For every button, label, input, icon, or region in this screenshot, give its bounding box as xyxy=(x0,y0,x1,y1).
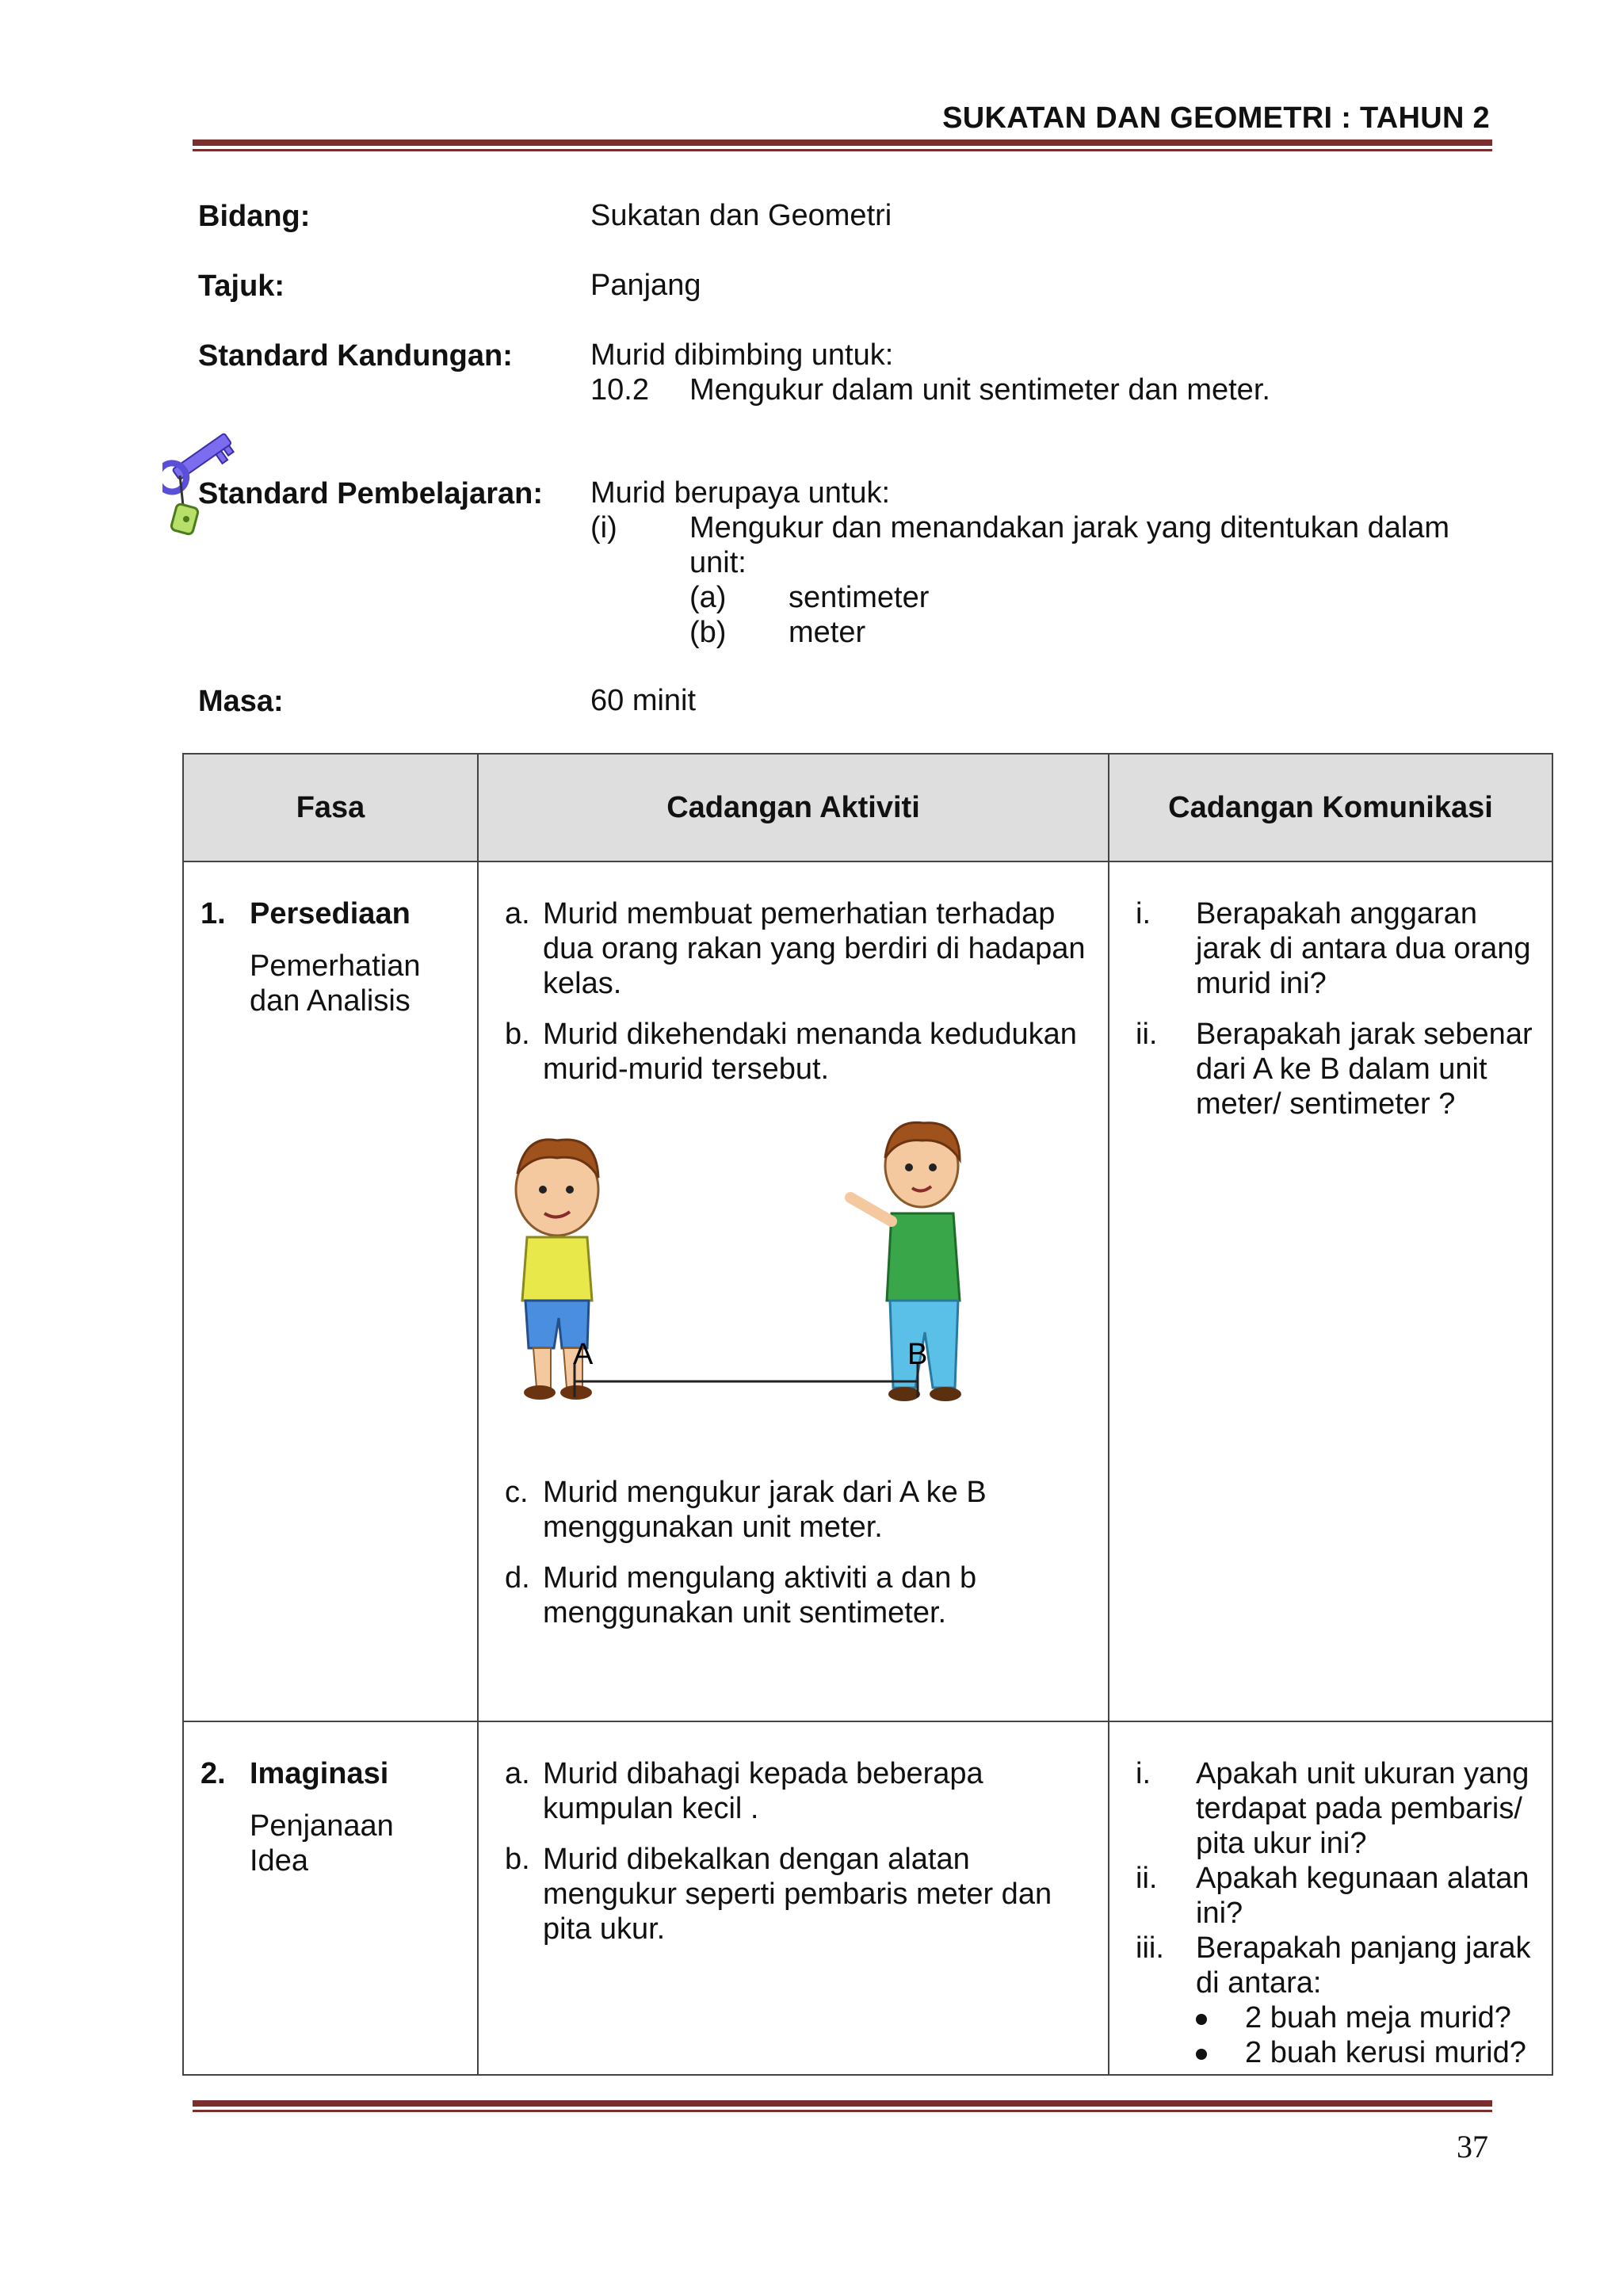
list-item xyxy=(1125,1931,1537,2000)
fasa-title: Imaginasi xyxy=(250,1757,389,1790)
item-text: Apakah unit ukuran yang terdapat pada pembaris/ pita ukur ini? xyxy=(1196,1757,1529,1860)
item-text: Murid dikehendaki menanda kedudukan murid-murid tersebut. xyxy=(543,1018,1077,1086)
item-text: Murid dibekalkan dengan alatan mengukur seperti pembaris meter dan pita ukur. xyxy=(543,1843,1052,1946)
sk-number: 10.2 xyxy=(590,373,649,407)
fasa-sub-1: Penjanaan xyxy=(250,1809,394,1843)
fasa-cell xyxy=(183,1721,478,2075)
fasa-sub-2: Idea xyxy=(250,1844,308,1878)
item-text: Berapakah jarak sebenar dari A ke B dalam unit meter/ sentimeter ? xyxy=(1196,1018,1533,1121)
item-marker: b. xyxy=(505,1843,530,1876)
item-marker: i. xyxy=(1136,897,1151,930)
bullet-item xyxy=(1125,2035,1537,2070)
sp-text-2: unit: xyxy=(689,546,747,579)
item-text: Murid mengukur jarak dari A ke B menggunakan unit meter. xyxy=(543,1476,987,1544)
sk-text: Mengukur dalam unit sentimeter dan meter. xyxy=(689,373,1270,407)
item-text: Murid membuat pemerhatian terhadap dua orang rakan yang berdiri di hadapan kelas. xyxy=(543,897,1086,1000)
footer-rule-thin xyxy=(193,2110,1492,2112)
bidang-value: Sukatan dan Geometri xyxy=(590,199,892,232)
header-komunikasi: Cadangan Komunikasi xyxy=(1109,754,1552,861)
sp-sub-b-marker: (b) xyxy=(689,616,727,649)
bullet-text: 2 buah kerusi murid? xyxy=(1245,2036,1526,2069)
item-marker: i. xyxy=(1136,1757,1151,1790)
two-boys-figure xyxy=(494,1110,1096,1459)
item-marker: d. xyxy=(505,1561,530,1595)
lesson-table xyxy=(182,753,1553,2076)
header-rule xyxy=(193,139,1492,146)
bullet-item xyxy=(1125,2000,1537,2035)
sp-sub-a-text: sentimeter xyxy=(789,581,930,614)
standard-kandungan-value xyxy=(590,338,1270,407)
fasa-sub-1: Pemerhatian xyxy=(250,949,421,983)
page-number: 37 xyxy=(1457,2129,1488,2164)
item-marker: c. xyxy=(505,1476,529,1509)
list-item xyxy=(1125,1756,1537,1861)
aktiviti-cell xyxy=(478,1721,1109,2075)
fasa-cell xyxy=(183,861,478,1721)
item-text: Murid mengulang aktiviti a dan b menggunakan unit sentimeter. xyxy=(543,1561,977,1629)
header-rule-thin xyxy=(193,149,1492,151)
tajuk-value: Panjang xyxy=(590,269,701,302)
label-b: B xyxy=(907,1338,928,1371)
bullet-icon xyxy=(1125,2035,1245,2070)
standard-pembelajaran-value xyxy=(590,476,1449,650)
list-item xyxy=(1125,896,1537,1001)
header-aktiviti: Cadangan Aktiviti xyxy=(478,754,1109,861)
list-item xyxy=(1125,1017,1537,1121)
list-item xyxy=(494,1842,1093,1946)
boy-b-image xyxy=(850,1122,961,1401)
item-marker: ii. xyxy=(1136,1862,1158,1895)
list-item xyxy=(494,1561,1093,1630)
list-item xyxy=(494,1756,1093,1826)
komunikasi-cell xyxy=(1109,861,1552,1721)
sp-text-1: Mengukur dan menandakan jarak yang ditentukan dalam xyxy=(689,511,1450,544)
list-item xyxy=(494,896,1093,1001)
list-item xyxy=(1125,1861,1537,1931)
item-text: Berapakah panjang jarak di antara: xyxy=(1196,1931,1531,2000)
fasa-sub-2: dan Analisis xyxy=(250,984,411,1018)
masa-label: Masa: xyxy=(198,685,284,718)
item-marker: a. xyxy=(505,897,530,930)
sk-intro: Murid dibimbing untuk: xyxy=(590,338,894,372)
sp-intro: Murid berupaya untuk: xyxy=(590,476,891,510)
item-text: Berapakah anggaran jarak di antara dua orang murid ini? xyxy=(1196,897,1531,1000)
sp-sub-b-text: meter xyxy=(789,616,866,649)
bullet-icon xyxy=(1125,2000,1245,2035)
table-row xyxy=(183,861,1552,1721)
item-marker: a. xyxy=(505,1757,530,1790)
standard-pembelajaran-label: Standard Pembelajaran: xyxy=(198,477,544,510)
label-a: A xyxy=(573,1338,594,1371)
sp-number: (i) xyxy=(590,511,617,544)
item-marker: b. xyxy=(505,1018,530,1051)
item-marker: iii. xyxy=(1136,1931,1164,1965)
document-header-title: SUKATAN DAN GEOMETRI : TAHUN 2 xyxy=(942,101,1490,135)
standard-kandungan-label: Standard Kandungan: xyxy=(198,339,513,372)
list-item xyxy=(494,1475,1093,1545)
bullet-text: 2 buah meja murid? xyxy=(1245,2001,1511,2034)
table-header-row xyxy=(183,754,1552,861)
bidang-label: Bidang: xyxy=(198,200,311,233)
komunikasi-cell xyxy=(1109,1721,1552,2075)
item-text: Apakah kegunaan alatan ini? xyxy=(1196,1862,1529,1930)
table-row xyxy=(183,1721,1552,2075)
aktiviti-cell xyxy=(478,861,1109,1721)
item-text: Murid dibahagi kepada beberapa kumpulan kecil . xyxy=(543,1757,983,1825)
header-fasa: Fasa xyxy=(183,754,478,861)
fasa-title: Persediaan xyxy=(250,897,411,930)
item-marker: ii. xyxy=(1136,1018,1158,1051)
distance-illustration xyxy=(494,1110,1093,1459)
fasa-number: 2. xyxy=(200,1757,226,1790)
footer-rule xyxy=(193,2100,1492,2107)
sp-sub-a-marker: (a) xyxy=(689,581,727,614)
tajuk-label: Tajuk: xyxy=(198,269,285,303)
list-item xyxy=(494,1017,1093,1087)
masa-value: 60 minit xyxy=(590,684,697,717)
fasa-number: 1. xyxy=(200,897,226,930)
